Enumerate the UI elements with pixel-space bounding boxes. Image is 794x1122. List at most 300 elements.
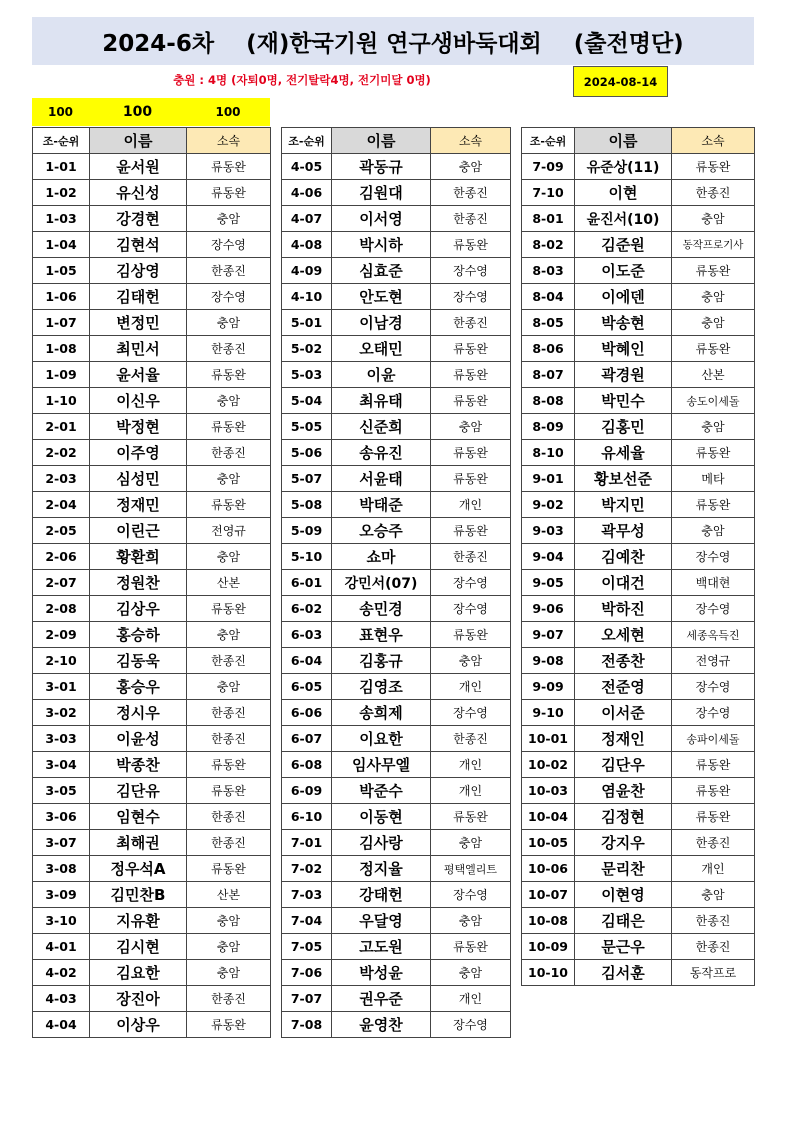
name-cell: 박혜인 xyxy=(575,336,672,362)
club-cell: 개인 xyxy=(431,492,511,518)
table-row xyxy=(282,466,511,492)
table-row xyxy=(282,908,511,934)
name-cell: 이도준 xyxy=(575,258,672,284)
name-cell: 우달영 xyxy=(332,908,431,934)
name-cell: 유세율 xyxy=(575,440,672,466)
club-cell: 개인 xyxy=(431,674,511,700)
name-cell: 전준영 xyxy=(575,674,672,700)
club-cell: 세종옥득진 xyxy=(672,622,755,648)
table-row xyxy=(282,206,511,232)
club-cell: 류동완 xyxy=(672,336,755,362)
name-cell: 이현 xyxy=(575,180,672,206)
code-cell: 3-01 xyxy=(33,674,90,700)
club-cell: 백대현 xyxy=(672,570,755,596)
name-cell: 이에덴 xyxy=(575,284,672,310)
table-row xyxy=(282,830,511,856)
code-cell: 7-10 xyxy=(522,180,575,206)
club-cell: 한종진 xyxy=(672,908,755,934)
code-cell: 2-10 xyxy=(33,648,90,674)
club-cell: 개인 xyxy=(431,986,511,1012)
code-cell: 6-02 xyxy=(282,596,332,622)
table-row xyxy=(282,570,511,596)
club-cell: 류동완 xyxy=(672,440,755,466)
name-cell: 최민서 xyxy=(90,336,187,362)
club-cell: 충암 xyxy=(431,830,511,856)
club-cell: 한종진 xyxy=(187,648,271,674)
club-cell: 한종진 xyxy=(431,206,511,232)
name-cell: 김태은 xyxy=(575,908,672,934)
table-row xyxy=(33,778,271,804)
table-row xyxy=(522,180,755,206)
code-cell: 9-10 xyxy=(522,700,575,726)
club-cell: 류동완 xyxy=(187,154,271,180)
name-cell: 심성민 xyxy=(90,466,187,492)
table-row xyxy=(522,726,755,752)
table-row xyxy=(522,466,755,492)
code-cell: 1-05 xyxy=(33,258,90,284)
table-row xyxy=(522,258,755,284)
code-cell: 6-06 xyxy=(282,700,332,726)
name-cell: 윤서율 xyxy=(90,362,187,388)
code-cell: 4-03 xyxy=(33,986,90,1012)
club-cell: 류동완 xyxy=(431,466,511,492)
club-cell: 류동완 xyxy=(187,180,271,206)
table-row xyxy=(282,700,511,726)
code-cell: 8-02 xyxy=(522,232,575,258)
name-cell: 문리찬 xyxy=(575,856,672,882)
club-cell: 개인 xyxy=(431,778,511,804)
table-row xyxy=(522,570,755,596)
code-cell: 3-05 xyxy=(33,778,90,804)
code-cell: 9-05 xyxy=(522,570,575,596)
code-cell: 8-07 xyxy=(522,362,575,388)
code-cell: 1-08 xyxy=(33,336,90,362)
code-cell: 8-10 xyxy=(522,440,575,466)
club-cell: 장수영 xyxy=(672,596,755,622)
header-code: 조-순위 xyxy=(522,128,575,154)
club-cell: 장수영 xyxy=(431,700,511,726)
name-cell: 김원대 xyxy=(332,180,431,206)
table-row xyxy=(33,960,271,986)
table-row xyxy=(522,908,755,934)
name-cell: 쇼마 xyxy=(332,544,431,570)
code-cell: 4-08 xyxy=(282,232,332,258)
table-row xyxy=(522,752,755,778)
code-cell: 10-03 xyxy=(522,778,575,804)
name-cell: 이신우 xyxy=(90,388,187,414)
name-cell: 김민찬B xyxy=(90,882,187,908)
club-cell: 충암 xyxy=(672,206,755,232)
table-row xyxy=(522,518,755,544)
code-cell: 2-05 xyxy=(33,518,90,544)
code-cell: 5-10 xyxy=(282,544,332,570)
name-cell: 김상우 xyxy=(90,596,187,622)
code-cell: 5-02 xyxy=(282,336,332,362)
club-cell: 류동완 xyxy=(672,154,755,180)
table-row xyxy=(282,388,511,414)
code-cell: 7-05 xyxy=(282,934,332,960)
table-row xyxy=(282,596,511,622)
club-cell: 류동완 xyxy=(187,362,271,388)
club-cell: 한종진 xyxy=(187,726,271,752)
roster-table-3 xyxy=(521,127,755,986)
table-row xyxy=(522,492,755,518)
club-cell: 충암 xyxy=(187,622,271,648)
table-row xyxy=(282,882,511,908)
name-cell: 정재인 xyxy=(575,726,672,752)
name-cell: 김준원 xyxy=(575,232,672,258)
name-cell: 박준수 xyxy=(332,778,431,804)
header-name: 이름 xyxy=(575,128,672,154)
name-cell: 서윤태 xyxy=(332,466,431,492)
table-row xyxy=(282,544,511,570)
name-cell: 김홍민 xyxy=(575,414,672,440)
name-cell: 박태준 xyxy=(332,492,431,518)
name-cell: 변정민 xyxy=(90,310,187,336)
name-cell: 오승주 xyxy=(332,518,431,544)
name-cell: 윤진서(10) xyxy=(575,206,672,232)
club-cell: 충암 xyxy=(672,518,755,544)
club-cell: 충암 xyxy=(431,154,511,180)
code-cell: 4-04 xyxy=(33,1012,90,1038)
name-cell: 이린근 xyxy=(90,518,187,544)
header-row xyxy=(33,128,271,154)
table-row xyxy=(282,310,511,336)
table-row xyxy=(282,492,511,518)
name-cell: 신준희 xyxy=(332,414,431,440)
club-cell: 장수영 xyxy=(672,674,755,700)
club-cell: 한종진 xyxy=(431,544,511,570)
name-cell: 김단유 xyxy=(90,778,187,804)
table-row xyxy=(522,154,755,180)
name-cell: 김홍규 xyxy=(332,648,431,674)
code-cell: 7-02 xyxy=(282,856,332,882)
header-row xyxy=(282,128,511,154)
code-cell: 6-07 xyxy=(282,726,332,752)
code-cell: 10-10 xyxy=(522,960,575,986)
table-row xyxy=(33,284,271,310)
table-row xyxy=(522,596,755,622)
code-cell: 10-01 xyxy=(522,726,575,752)
table-row xyxy=(282,856,511,882)
table-row xyxy=(33,752,271,778)
name-cell: 이대건 xyxy=(575,570,672,596)
name-cell: 최해권 xyxy=(90,830,187,856)
table-row xyxy=(522,830,755,856)
name-cell: 황보선준 xyxy=(575,466,672,492)
table-row xyxy=(522,206,755,232)
code-cell: 10-09 xyxy=(522,934,575,960)
code-cell: 9-06 xyxy=(522,596,575,622)
recruit-summary: 충원 : 4명 (자퇴0명, 전기탈락4명, 전기미달 0명) xyxy=(173,73,431,87)
name-cell: 염윤찬 xyxy=(575,778,672,804)
club-cell: 한종진 xyxy=(672,830,755,856)
table-row xyxy=(33,596,271,622)
code-cell: 4-05 xyxy=(282,154,332,180)
table-row xyxy=(282,934,511,960)
code-cell: 10-07 xyxy=(522,882,575,908)
name-cell: 박하진 xyxy=(575,596,672,622)
name-cell: 지유환 xyxy=(90,908,187,934)
table-row xyxy=(33,388,271,414)
table-row xyxy=(282,232,511,258)
header-name: 이름 xyxy=(332,128,431,154)
table-row xyxy=(33,362,271,388)
club-cell: 류동완 xyxy=(187,752,271,778)
code-cell: 1-01 xyxy=(33,154,90,180)
code-cell: 3-02 xyxy=(33,700,90,726)
code-cell: 2-04 xyxy=(33,492,90,518)
code-cell: 4-09 xyxy=(282,258,332,284)
table-row xyxy=(33,414,271,440)
table-row xyxy=(282,752,511,778)
club-cell: 산본 xyxy=(187,882,271,908)
club-cell: 한종진 xyxy=(187,440,271,466)
club-cell: 류동완 xyxy=(672,778,755,804)
code-cell: 10-02 xyxy=(522,752,575,778)
club-cell: 장수영 xyxy=(187,284,271,310)
club-cell: 충암 xyxy=(187,466,271,492)
name-cell: 박종찬 xyxy=(90,752,187,778)
table-row xyxy=(282,518,511,544)
code-cell: 8-08 xyxy=(522,388,575,414)
club-cell: 한종진 xyxy=(672,934,755,960)
name-cell: 김태헌 xyxy=(90,284,187,310)
table-row xyxy=(33,908,271,934)
name-cell: 황환희 xyxy=(90,544,187,570)
club-cell: 류동완 xyxy=(187,414,271,440)
code-cell: 5-07 xyxy=(282,466,332,492)
code-cell: 7-04 xyxy=(282,908,332,934)
code-cell: 2-03 xyxy=(33,466,90,492)
club-cell: 한종진 xyxy=(187,830,271,856)
table-row xyxy=(33,258,271,284)
club-cell: 동작프로기사 xyxy=(672,232,755,258)
club-cell: 한종진 xyxy=(431,726,511,752)
code-cell: 3-08 xyxy=(33,856,90,882)
club-cell: 류동완 xyxy=(431,440,511,466)
club-cell: 충암 xyxy=(672,284,755,310)
table-row xyxy=(282,622,511,648)
name-cell: 문근우 xyxy=(575,934,672,960)
name-cell: 이윤 xyxy=(332,362,431,388)
table-row xyxy=(522,336,755,362)
club-cell: 충암 xyxy=(672,882,755,908)
table-row xyxy=(33,934,271,960)
club-cell: 충암 xyxy=(187,206,271,232)
club-cell: 류동완 xyxy=(672,804,755,830)
code-cell: 2-09 xyxy=(33,622,90,648)
name-cell: 이주영 xyxy=(90,440,187,466)
club-cell: 충암 xyxy=(187,310,271,336)
table-row xyxy=(33,674,271,700)
title-bar xyxy=(32,17,754,65)
table-row xyxy=(282,726,511,752)
club-cell: 장수영 xyxy=(672,700,755,726)
code-cell: 8-01 xyxy=(522,206,575,232)
club-cell: 류동완 xyxy=(672,752,755,778)
code-cell: 4-02 xyxy=(33,960,90,986)
table-row xyxy=(522,440,755,466)
club-cell: 한종진 xyxy=(187,258,271,284)
club-cell: 류동완 xyxy=(187,596,271,622)
code-cell: 1-09 xyxy=(33,362,90,388)
name-cell: 강태헌 xyxy=(332,882,431,908)
club-cell: 충암 xyxy=(431,648,511,674)
name-cell: 김영조 xyxy=(332,674,431,700)
club-cell: 전영규 xyxy=(672,648,755,674)
code-cell: 6-08 xyxy=(282,752,332,778)
name-cell: 정원찬 xyxy=(90,570,187,596)
table-row xyxy=(33,492,271,518)
code-cell: 7-03 xyxy=(282,882,332,908)
table-row xyxy=(282,440,511,466)
name-cell: 이요한 xyxy=(332,726,431,752)
name-cell: 권우준 xyxy=(332,986,431,1012)
name-cell: 윤서원 xyxy=(90,154,187,180)
name-cell: 이서영 xyxy=(332,206,431,232)
club-cell: 류동완 xyxy=(187,1012,271,1038)
header-club: 소속 xyxy=(431,128,511,154)
name-cell: 홍승하 xyxy=(90,622,187,648)
club-cell: 한종진 xyxy=(187,336,271,362)
table-row xyxy=(33,440,271,466)
name-cell: 이윤성 xyxy=(90,726,187,752)
table-row xyxy=(33,856,271,882)
name-cell: 임현수 xyxy=(90,804,187,830)
club-cell: 메타 xyxy=(672,466,755,492)
name-cell: 김단우 xyxy=(575,752,672,778)
code-cell: 4-10 xyxy=(282,284,332,310)
table-row xyxy=(33,206,271,232)
code-cell: 1-02 xyxy=(33,180,90,206)
code-cell: 5-06 xyxy=(282,440,332,466)
name-cell: 김현석 xyxy=(90,232,187,258)
club-cell: 평택엘리트 xyxy=(431,856,511,882)
club-cell: 충암 xyxy=(672,414,755,440)
club-cell: 장수영 xyxy=(672,544,755,570)
table-row xyxy=(522,310,755,336)
table-row xyxy=(33,804,271,830)
name-cell: 박지민 xyxy=(575,492,672,518)
table-row xyxy=(282,778,511,804)
name-cell: 홍승우 xyxy=(90,674,187,700)
name-cell: 임사무엘 xyxy=(332,752,431,778)
table-row xyxy=(522,700,755,726)
header-row xyxy=(522,128,755,154)
table-row xyxy=(282,154,511,180)
club-cell: 류동완 xyxy=(431,622,511,648)
club-cell: 류동완 xyxy=(187,778,271,804)
table-row xyxy=(33,830,271,856)
code-cell: 8-09 xyxy=(522,414,575,440)
code-cell: 10-08 xyxy=(522,908,575,934)
club-cell: 한종진 xyxy=(187,986,271,1012)
name-cell: 최유태 xyxy=(332,388,431,414)
name-cell: 이남경 xyxy=(332,310,431,336)
club-cell: 한종진 xyxy=(187,804,271,830)
table-row xyxy=(522,648,755,674)
table-row xyxy=(33,154,271,180)
table-row xyxy=(522,882,755,908)
code-cell: 5-09 xyxy=(282,518,332,544)
code-cell: 8-04 xyxy=(522,284,575,310)
table-row xyxy=(282,336,511,362)
club-cell: 장수영 xyxy=(431,570,511,596)
club-cell: 송파이세돌 xyxy=(672,726,755,752)
name-cell: 정시우 xyxy=(90,700,187,726)
club-cell: 송도이세돌 xyxy=(672,388,755,414)
name-cell: 송민경 xyxy=(332,596,431,622)
code-cell: 3-09 xyxy=(33,882,90,908)
code-cell: 9-08 xyxy=(522,648,575,674)
code-cell: 3-04 xyxy=(33,752,90,778)
table-row xyxy=(522,674,755,700)
club-cell: 한종진 xyxy=(431,180,511,206)
code-cell: 6-09 xyxy=(282,778,332,804)
club-cell: 충암 xyxy=(187,544,271,570)
code-cell: 5-03 xyxy=(282,362,332,388)
table-row xyxy=(282,284,511,310)
name-cell: 송희제 xyxy=(332,700,431,726)
club-cell: 동작프로 xyxy=(672,960,755,986)
name-cell: 강경현 xyxy=(90,206,187,232)
code-cell: 7-06 xyxy=(282,960,332,986)
club-cell: 장수영 xyxy=(431,284,511,310)
table-row xyxy=(282,804,511,830)
table-row xyxy=(33,700,271,726)
code-cell: 9-07 xyxy=(522,622,575,648)
table-row xyxy=(282,1012,511,1038)
code-cell: 5-04 xyxy=(282,388,332,414)
table-row xyxy=(282,960,511,986)
name-cell: 정우석A xyxy=(90,856,187,882)
name-cell: 김예찬 xyxy=(575,544,672,570)
header-code: 조-순위 xyxy=(33,128,90,154)
club-cell: 한종진 xyxy=(187,700,271,726)
club-cell: 충암 xyxy=(187,908,271,934)
club-cell: 전영규 xyxy=(187,518,271,544)
code-cell: 6-05 xyxy=(282,674,332,700)
club-cell: 개인 xyxy=(431,752,511,778)
name-cell: 오태민 xyxy=(332,336,431,362)
table-row xyxy=(522,804,755,830)
code-cell: 7-01 xyxy=(282,830,332,856)
date-label: 2024-08-14 xyxy=(583,74,658,89)
code-cell: 4-06 xyxy=(282,180,332,206)
name-cell: 장진아 xyxy=(90,986,187,1012)
name-cell: 김요한 xyxy=(90,960,187,986)
name-cell: 곽동규 xyxy=(332,154,431,180)
club-cell: 장수영 xyxy=(431,258,511,284)
name-cell: 박정현 xyxy=(90,414,187,440)
code-cell: 8-06 xyxy=(522,336,575,362)
name-cell: 이상우 xyxy=(90,1012,187,1038)
name-cell: 이동현 xyxy=(332,804,431,830)
code-cell: 2-06 xyxy=(33,544,90,570)
table-row xyxy=(522,232,755,258)
club-cell: 류동완 xyxy=(672,492,755,518)
club-cell: 충암 xyxy=(672,310,755,336)
code-cell: 8-05 xyxy=(522,310,575,336)
name-cell: 김정현 xyxy=(575,804,672,830)
header-club: 소속 xyxy=(672,128,755,154)
code-cell: 7-07 xyxy=(282,986,332,1012)
club-cell: 한종진 xyxy=(672,180,755,206)
code-cell: 2-07 xyxy=(33,570,90,596)
club-cell: 류동완 xyxy=(431,362,511,388)
code-cell: 9-02 xyxy=(522,492,575,518)
